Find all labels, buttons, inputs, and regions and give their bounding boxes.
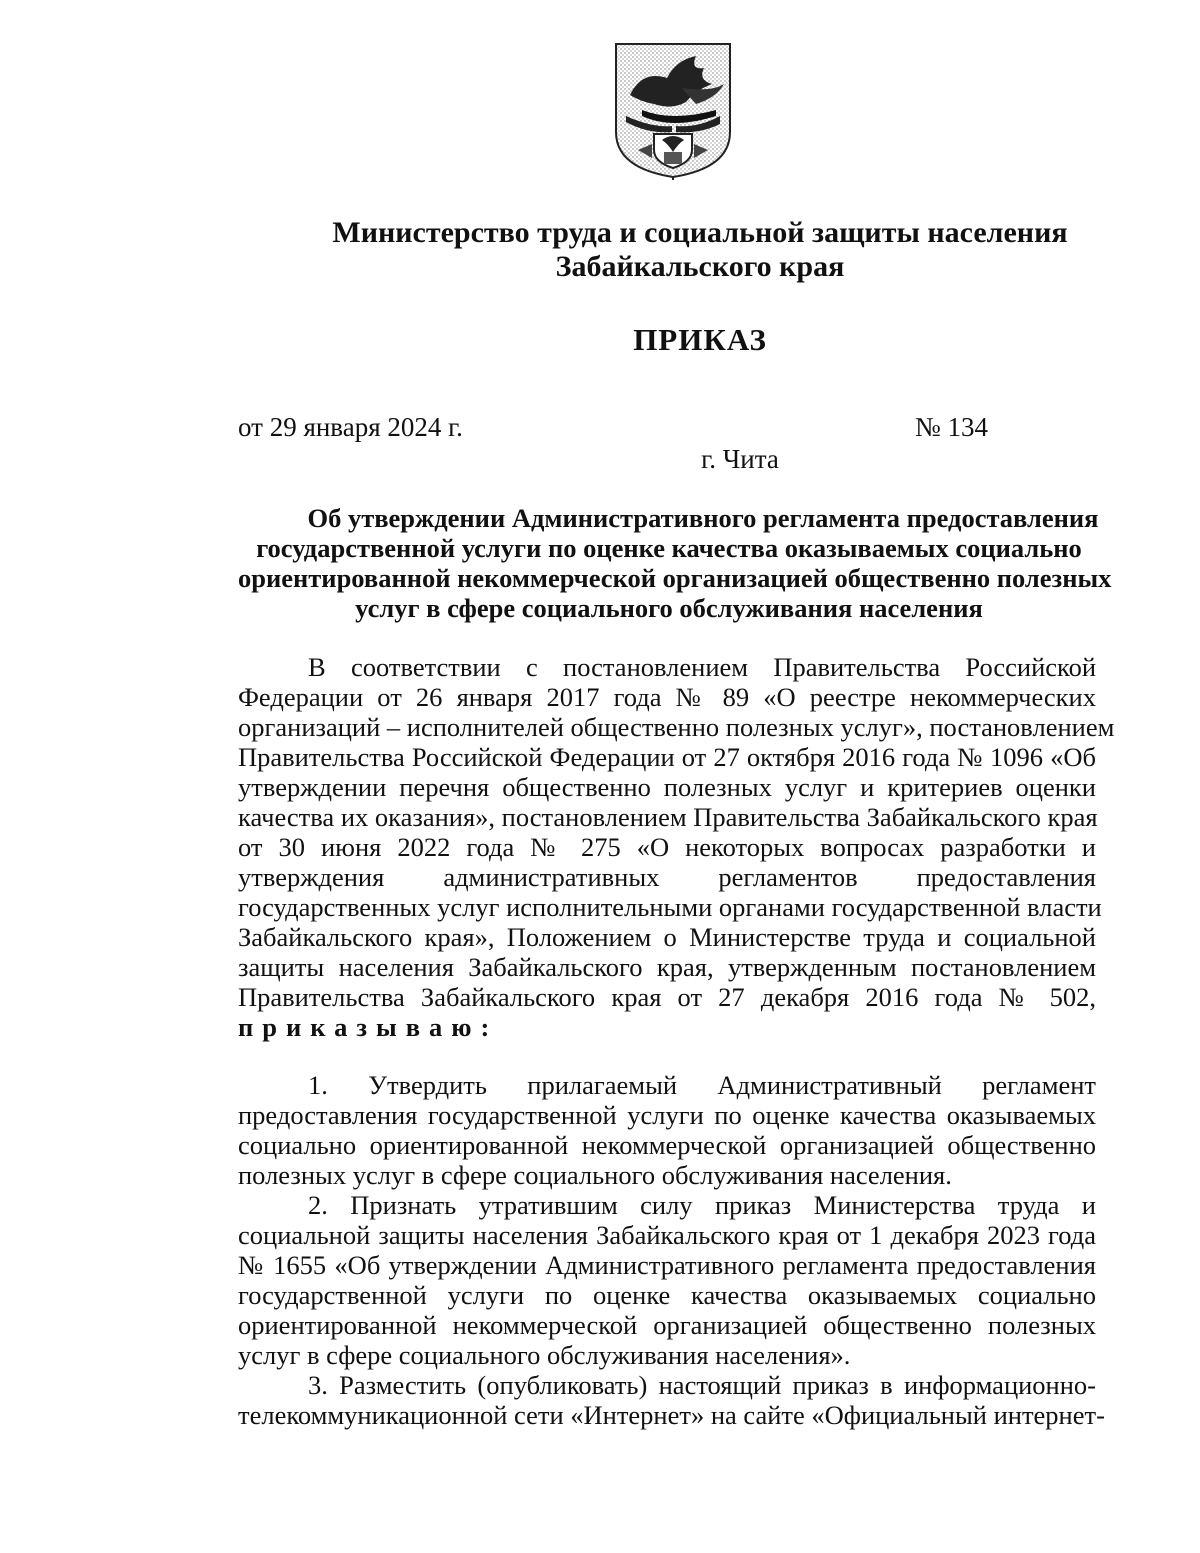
text-line: утверждения административных регламентов предоставления [238, 862, 1096, 892]
decree-word: приказываю: [238, 1012, 499, 1042]
order-title: ПРИКАЗ [633, 322, 767, 357]
text-line: Федерации от 26 января 2017 года № 89 «О реестре некоммерческих [238, 682, 1096, 712]
text-line: Забайкальского края», Положением о Министерстве труда и социальной [238, 922, 1096, 952]
order-city: г. Чита [701, 444, 779, 474]
eagle-coat-of-arms-icon [612, 40, 734, 180]
order-items [238, 1070, 1105, 1430]
text-line: телекоммуникационной сети «Интернет» на сайте «Официальный интернет- [238, 1400, 1105, 1430]
text-line: 3. Разместить (опубликовать) настоящий приказ в информационно- [308, 1370, 1096, 1400]
text-line: услуг в сфере социального обслуживания населения». [238, 1340, 851, 1370]
order-number: № 134 [915, 412, 989, 442]
text-line: качества их оказания», постановлением Правительства Забайкальского края [238, 802, 1098, 832]
subject-line: государственной услуги по оценке качества оказываемых социально [256, 533, 1082, 563]
text-line: государственной услуги по оценке качества оказываемых социально [238, 1280, 1096, 1310]
text-line: Правительства Российской Федерации от 27 октября 2016 года № 1096 «Об [238, 742, 1096, 772]
ministry-name-line1: Министерство труда и социальной защиты населения [332, 216, 1068, 249]
text-line: 2. Признать утратившим силу приказ Министерства труда и [308, 1190, 1096, 1220]
ministry-name-line2: Забайкальского края [555, 250, 845, 283]
text-line: утверждении перечня общественно полезных услуг и критериев оценки [238, 772, 1096, 802]
text-line: от 30 июня 2022 года № 275 «О некоторых вопросах разработки и [238, 832, 1096, 862]
subject-line: услуг в сфере социального обслуживания населения [355, 593, 983, 623]
subject-line: ориентированной некоммерческой организацией общественно полезных [238, 563, 1112, 593]
text-line: предоставления государственной услуги по оценке качества оказываемых [238, 1100, 1096, 1130]
text-line: Правительства Забайкальского края от 27 декабря 2016 года № 502, [238, 982, 1096, 1012]
text-line: ориентированной некоммерческой организацией общественно полезных [238, 1310, 1096, 1340]
text-line: В соответствии с постановлением Правительства Российской [308, 652, 1096, 682]
text-line: защиты населения Забайкальского края, утвержденным постановлением [238, 952, 1096, 982]
text-line: государственных услуг исполнительными органами государственной власти [238, 892, 1102, 922]
text-line: № 1655 «Об утверждении Административного регламента предоставления [238, 1250, 1096, 1280]
order-subject [238, 503, 1112, 623]
text-line: 1. Утвердить прилагаемый Административный регламент [308, 1070, 1096, 1100]
text-line: социально ориентированной некоммерческой организацией общественно [238, 1130, 1096, 1160]
order-date: от 29 января 2024 г. [238, 412, 463, 442]
text-line: организаций – исполнителей общественно полезных услуг», постановлением [238, 712, 1115, 742]
preamble-paragraph [238, 652, 1115, 1042]
text-line: социальной защиты населения Забайкальского края от 1 декабря 2023 года [238, 1220, 1096, 1250]
subject-line: Об утверждении Административного регламента предоставления [307, 503, 1099, 533]
text-line: полезных услуг в сфере социального обслуживания населения. [238, 1160, 952, 1190]
